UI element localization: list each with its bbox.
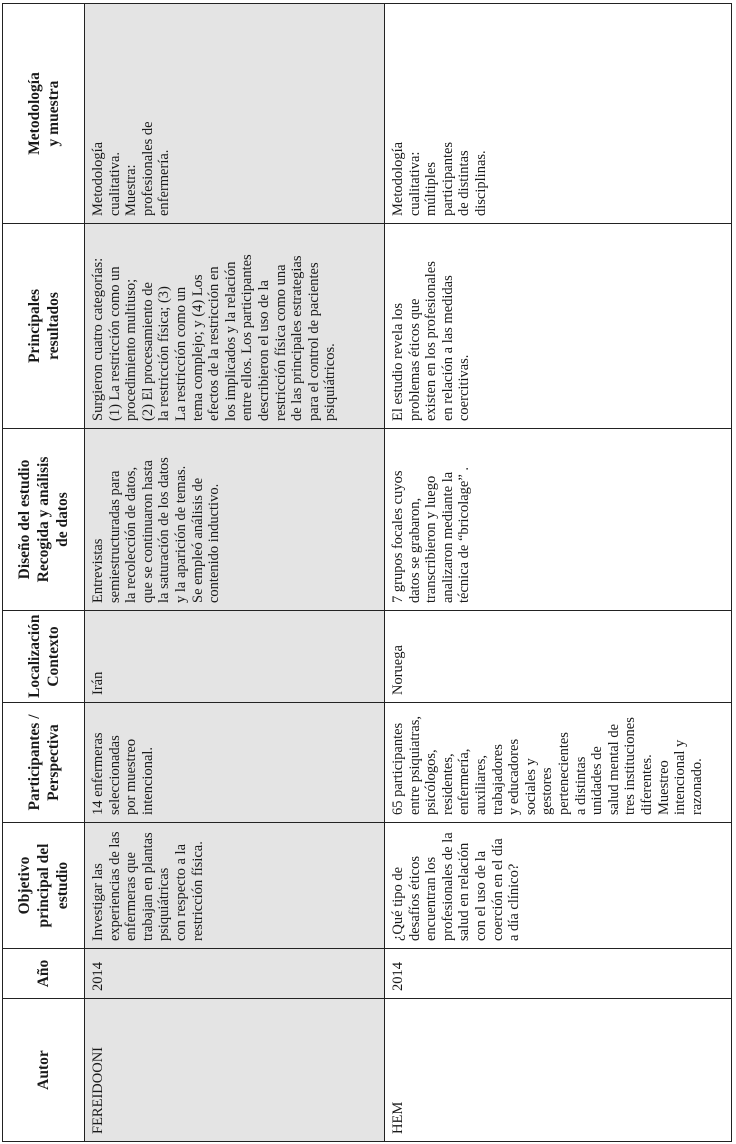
- header-metodologia: Metodología y muestra: [3, 4, 85, 224]
- cell-metodologia: Metodología cualitativa: múltiples participantes de distintas disciplinas.: [385, 4, 732, 224]
- table-header-row: [3, 4, 85, 1142]
- cell-metodologia: Metodología cualitativa. Muestra: profesionales de enfermería.: [85, 4, 385, 224]
- cell-diseno: 7 grupos focales cuyos datos se grabaron, transcribieron y luego analizaron mediante la técnica de “bricolage” .: [385, 429, 732, 611]
- studies-table: [2, 3, 732, 1142]
- table-row: [85, 4, 385, 1142]
- table-row: [385, 4, 732, 1142]
- cell-objetivo: ¿Qué tipo de desafíos éticos encuentran los profesionales de la salud en relación con el uso de la coerción en el día a día clínico?: [385, 823, 732, 949]
- header-objetivo: Objetivo principal del estudio: [3, 823, 85, 949]
- cell-resultados: Surgieron cuatro categorías: (1) La restricción como un procedimiento multiuso; (2) El procesamiento de la restricción física; (3) La restricción como un tema complejo; y (4) Los efectos de la restricción en los implicados y la relación entre ellos. Los participantes describieron el uso de la restricción física como una de las principales estrategias para el control de pacientes psiquiátricos.: [85, 224, 385, 429]
- cell-localizacion: Noruega: [385, 611, 732, 703]
- header-anio: Año: [3, 949, 85, 999]
- cell-objetivo: Investigar las experiencias de las enfermeras que trabajan en plantas psiquiátricas con respecto a la restricción física.: [85, 823, 385, 949]
- header-resultados: Principales resultados: [3, 224, 85, 429]
- cell-anio: 2014: [385, 949, 732, 999]
- header-localizacion: Localización Contexto: [3, 611, 85, 703]
- header-autor: Autor: [3, 999, 85, 1142]
- header-diseno: Diseño del estudio Recogida y análisis de datos: [3, 429, 85, 611]
- cell-autor: FEREIDOONI: [85, 999, 385, 1142]
- cell-diseno: Entrevistas semiestructuradas para la recolección de datos, que se continuaron hasta la saturación de los datos y la aparición de temas. Se empleó análisis de contenido inductivo.: [85, 429, 385, 611]
- cell-localizacion: Irán: [85, 611, 385, 703]
- cell-participantes: 65 participantes entre psiquiatras, psicólogos, residentes, enfermería, auxiliares, trabajadores y educadores sociales y gestores pertenecientes a distintas unidades de salud mental de tres instituciones diferentes. Muestreo intencional y razonado.: [385, 703, 732, 823]
- header-participantes: Participantes / Perspectiva: [3, 703, 85, 823]
- cell-participantes: 14 enfermeras seleccionadas por muestreo intencional.: [85, 703, 385, 823]
- cell-anio: 2014: [85, 949, 385, 999]
- cell-autor: HEM: [385, 999, 732, 1142]
- cell-resultados: El estudio revela los problemas éticos que existen en los profesionales en relación a las medidas coercitivas.: [385, 224, 732, 429]
